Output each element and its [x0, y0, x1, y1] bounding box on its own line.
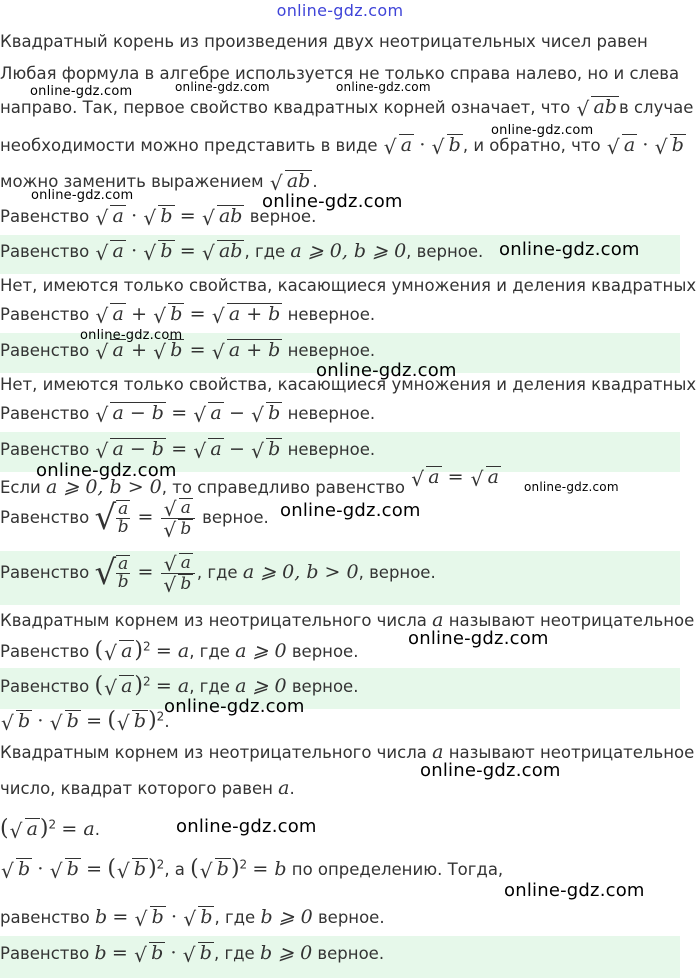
var-a: a — [432, 741, 444, 763]
sqrt-a: √ a — [10, 818, 40, 840]
sqrt-b: √ b — [153, 339, 184, 361]
eq: = — [112, 906, 129, 928]
text: , то справедливо равенство — [161, 478, 411, 497]
text: Равенство — [0, 341, 95, 360]
watermark: online-gdz.com — [280, 500, 421, 521]
paragraph-line — [0, 741, 695, 764]
watermark: online-gdz.com — [336, 80, 431, 94]
sqrt-a: √ a — [95, 339, 125, 361]
sqrt-b: √ b — [143, 205, 174, 227]
eq: = — [171, 402, 188, 424]
sqrt-b: √ b — [153, 303, 184, 325]
sqrt-b: √ b — [135, 906, 166, 928]
site-header[interactable]: online-gdz.com — [276, 1, 404, 20]
condition: a ⩾ 0 — [235, 640, 287, 662]
sqrt-b: √ b — [251, 402, 282, 424]
eq-a: = a — [155, 640, 190, 662]
text: Равенство — [0, 404, 95, 423]
radical-sign: √ — [94, 553, 117, 594]
watermark: online-gdz.com — [31, 188, 134, 203]
sqrt-b: √ b — [251, 438, 282, 460]
eq: = — [86, 858, 103, 880]
cdot: · — [131, 205, 138, 227]
sqrt-b: √ b — [117, 710, 148, 732]
eq: = — [179, 205, 196, 227]
eq: = — [171, 438, 188, 460]
text: неверное. — [282, 305, 376, 324]
condition: a ⩾ 0, b > 0 — [242, 560, 359, 583]
sqrt-apb: √ a + b — [212, 339, 283, 361]
text: , верное. — [358, 562, 436, 582]
text: Нет, имеются только свойства, касающиеся умножения и деления квадратных — [0, 276, 696, 295]
sqrt-b: √ b — [1, 858, 32, 880]
sqrt-b: √ b — [183, 942, 214, 964]
eq-a: = a — [155, 675, 190, 697]
text: . — [289, 779, 295, 798]
text: можно заменить выражением — [0, 172, 269, 191]
text: в случае — [618, 98, 694, 117]
formula-line: (√ a)$^2$ = a. — [0, 816, 680, 841]
sqrt-ab: √ ab — [202, 240, 245, 262]
text: называют неотрицательное — [443, 611, 695, 630]
text: Равенство — [0, 207, 95, 226]
text: по определению. Тогда, — [286, 860, 504, 879]
text: Квадратным корнем из неотрицательного числа — [0, 611, 433, 630]
sqrt-b: √ b — [50, 858, 81, 880]
eq: = — [189, 339, 206, 361]
radical-sign: √ — [94, 498, 117, 539]
text: . — [164, 712, 170, 731]
answer-line — [0, 402, 680, 425]
paragraph-line — [0, 778, 680, 800]
sqrt-b: √ b — [1, 710, 32, 732]
watermark: online-gdz.com — [80, 328, 183, 343]
watermark: online-gdz.com — [524, 480, 619, 494]
formula-line-clipped: √ b · √ b = (√ b)$^2$. — [0, 708, 680, 736]
exponent: 2 — [156, 709, 165, 724]
text: , где — [189, 677, 236, 696]
sqrt-b: √ b — [143, 240, 174, 262]
text: , где — [196, 562, 243, 582]
eq: = — [137, 505, 154, 528]
paragraph-line — [0, 96, 694, 118]
sqrt-a: √ a — [95, 240, 125, 262]
sqrt-a: √ a — [607, 134, 637, 156]
watermark: online-gdz.com — [499, 239, 640, 260]
paragraph-line — [0, 609, 695, 632]
sqrt-b: √ b — [432, 134, 463, 156]
text: Квадратным корнем из неотрицательного числа — [0, 743, 433, 762]
answer-line — [0, 303, 680, 326]
sqrt-a: √ a — [95, 303, 125, 325]
sqrt-a: √ a — [384, 134, 414, 156]
highlight-answer — [0, 936, 680, 978]
watermark: online-gdz.com — [316, 360, 457, 381]
exponent: 2 — [143, 674, 151, 689]
condition: b ⩾ 0 — [259, 942, 313, 964]
text: Равенство — [0, 440, 95, 459]
sqrt-amb: √ a − b — [95, 402, 166, 424]
text: равенство — [0, 908, 95, 927]
exponent: 2 — [239, 857, 248, 872]
condition: b ⩾ 0 — [260, 906, 313, 928]
eq: = — [137, 560, 154, 583]
paragraph-line — [0, 276, 696, 296]
eq-b: = b — [252, 858, 287, 880]
text: Равенство — [0, 944, 95, 963]
text: Равенство — [0, 642, 95, 661]
text: верное. — [312, 944, 385, 963]
text: Равенство — [0, 562, 95, 582]
text: верное. — [196, 507, 269, 527]
sqrt-b: √ b — [117, 858, 148, 880]
watermark: online-gdz.com — [420, 760, 561, 781]
minus: − — [228, 402, 245, 424]
text: . — [94, 820, 100, 839]
text: Равенство — [0, 305, 95, 324]
exponent: 2 — [156, 857, 165, 872]
text: . — [312, 172, 318, 191]
cdot: · — [37, 858, 44, 880]
answer-line — [0, 906, 680, 929]
frac-a-over-b: $\frac{a}{b}$ — [117, 498, 129, 538]
cdot: · — [419, 134, 426, 156]
watermark: online-gdz.com — [30, 84, 133, 99]
watermark: online-gdz.com — [176, 816, 317, 837]
sqrt-a: √ a — [104, 640, 134, 662]
text: , где — [213, 944, 260, 963]
sqrt-a: √ a — [95, 205, 125, 227]
sqrt-ab: √ ab — [576, 96, 619, 118]
var-b: b — [95, 906, 108, 928]
text: , а — [164, 860, 191, 879]
sqrt-amb: √ a − b — [95, 438, 166, 460]
sqrt-b: √ b — [655, 134, 686, 156]
watermark: online-gdz.com — [164, 696, 305, 717]
cdot: · — [171, 906, 178, 928]
text: , верное. — [406, 242, 484, 261]
text: неверное. — [282, 440, 376, 459]
text: верное. — [312, 908, 385, 927]
text: верное. — [244, 207, 317, 226]
sqrt-a: √ a — [104, 675, 134, 697]
sqrt-b: √ b — [183, 906, 214, 928]
text: Равенство — [0, 242, 95, 261]
exponent: 2 — [48, 817, 57, 832]
watermark: online-gdz.com — [491, 123, 594, 138]
sqrt-apb: √ a + b — [212, 303, 283, 325]
eq: = — [189, 303, 206, 325]
plus: + — [131, 303, 147, 325]
text: число, квадрат которого равен — [0, 779, 279, 798]
cdot: · — [37, 710, 44, 732]
text: , где — [214, 908, 261, 927]
sqrt-b: √ b — [200, 858, 231, 880]
sqrt-b: √ b — [134, 942, 165, 964]
plus: + — [131, 339, 147, 361]
text: неверное. — [282, 341, 376, 360]
var-a: a — [278, 777, 290, 799]
sqrt-a: √ a — [193, 402, 223, 424]
cdot: · — [131, 240, 138, 262]
minus: − — [228, 438, 245, 460]
highlight-answer — [0, 551, 680, 605]
cdot: · — [170, 942, 177, 964]
watermark: online-gdz.com — [504, 880, 645, 901]
heading-product-root — [0, 33, 680, 52]
condition: a ⩾ 0, b ⩾ 0 — [290, 240, 407, 262]
text: называют неотрицательное — [443, 743, 695, 762]
sqrt-ab: √ ab — [270, 170, 313, 192]
text: верное. — [286, 677, 359, 696]
answer-line: Равенство (√ a)$^2$ = a, где a ⩾ 0 верное. — [0, 638, 680, 663]
eq: = — [179, 240, 196, 262]
exponent: 2 — [143, 639, 151, 654]
highlight-answer: Равенство (√ a)$^2$ = a, где a ⩾ 0 верное. — [0, 668, 680, 709]
sqrt-b: √ b — [50, 710, 81, 732]
eq: = — [111, 942, 128, 964]
formula-line: √ b · √ b = (√ b)$^2$, а (√ b)$^2$ = b по определению. Тогда, — [0, 856, 680, 881]
condition: a ⩾ 0 — [235, 675, 287, 697]
text: Равенство — [0, 677, 95, 696]
eq: = — [86, 710, 103, 732]
text: направо. Так, первое свойство квадратных корней означает, что — [0, 98, 576, 117]
text: Нет, имеются только свойства, касающиеся умножения и деления квадратных — [0, 375, 696, 394]
watermark: online-gdz.com — [175, 80, 270, 94]
frac-sqrt: √ a √ b — [161, 553, 195, 594]
sqrt-ab: √ ab — [202, 205, 245, 227]
text: необходимости можно представить в виде — [0, 136, 383, 155]
frac-sqrt: √ a √ b — [161, 498, 195, 539]
cdot: · — [642, 134, 649, 156]
text: Равенство — [0, 507, 95, 527]
frac-a-over-b: $\frac{a}{b}$ — [117, 553, 129, 593]
text: Квадратный корень из произведения двух неотрицательных чисел равен — [0, 32, 648, 51]
text: , где — [244, 242, 291, 261]
watermark: online-gdz.com — [408, 628, 549, 649]
text: Любая формула в алгебре используется не только справа налево, но и слева — [0, 64, 680, 83]
var-a: a — [432, 609, 444, 631]
eq-a: = a — [61, 818, 95, 840]
condition: a ⩾ 0, b > 0 — [46, 476, 162, 498]
sqrt-a: √ a — [193, 438, 223, 460]
text: , где — [189, 642, 236, 661]
frac-clipped: √ a = √ a — [410, 466, 501, 488]
text: неверное. — [282, 404, 376, 423]
text: , и обратно, что — [462, 136, 606, 155]
text: верное. — [286, 642, 359, 661]
text: Если — [0, 478, 47, 497]
watermark: online-gdz.com — [262, 191, 403, 212]
var-b: b — [94, 942, 107, 964]
watermark: online-gdz.com — [36, 460, 177, 481]
